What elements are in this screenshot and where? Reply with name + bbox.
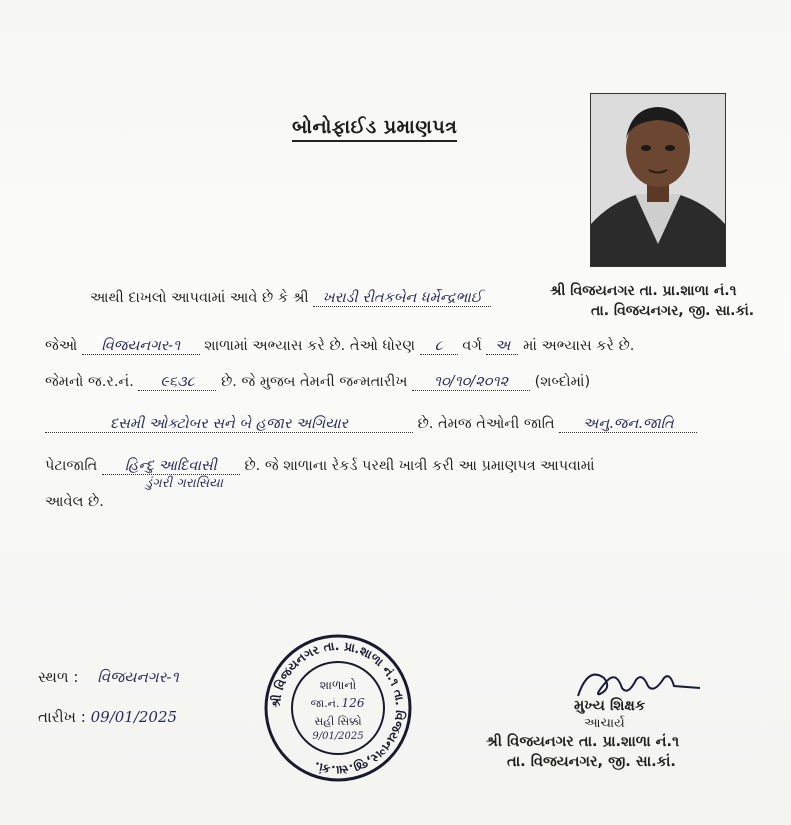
seal-inner-number: 126 [341, 696, 365, 710]
body-line-6: આવેલ છે. [45, 494, 104, 510]
date-label: તારીખ : [38, 708, 86, 726]
student-name-field: ખરાડી રીતકબેન ધર્મેન્દ્રભાઈ [313, 290, 491, 307]
signature-school-address: તા. વિજયનગર, જી. સા.કાં. [507, 754, 676, 770]
line4-middle: છે. તેમજ તેઓની જાતિ [417, 416, 555, 432]
seal-graphic [263, 633, 413, 783]
seal-ring-text: શ્રી વિજયનગર તા. પ્રા.શાળા નં.૧ તા. વિજયનગર,જી.સા.કાં. [268, 638, 408, 778]
student-photo-image [591, 94, 725, 266]
standard-field: ૮ [420, 338, 458, 355]
body-line-2 [45, 338, 634, 355]
register-label: જેમનો જ.ર.નં. [45, 374, 134, 390]
school-stamp-line-2: તા. વિજયનગર, જી. સા.કાં. [591, 303, 755, 319]
school-seal [263, 633, 413, 783]
line3-middle: છે. જે મુજબ તેમની જન્મતારીખ [221, 374, 408, 390]
words-label: (શબ્દોમાં) [534, 374, 591, 390]
seal-inner-line-1: શાળાનો [319, 678, 357, 692]
place-value: વિજયનગર-૧ [97, 668, 179, 686]
intro-text: આથી દાખલો આપવામાં આવે છે કે શ્રી [90, 290, 309, 306]
line2-prefix: જેઓ [45, 338, 78, 354]
body-line-5 [45, 458, 595, 475]
school-name-field: વિજયનગર-૧ [82, 338, 200, 355]
school-stamp-line-1: શ્રી વિજયનગર તા. પ્રા.શાળા નં.૧ [550, 283, 737, 299]
signature-title-2: આચાર્ય [584, 716, 625, 731]
birth-date-words-field: દસમી ઓક્ટોબર સને બે હજાર અગિયાર [45, 416, 413, 433]
seal-inner-line-2: જા.નં. [310, 697, 340, 710]
line2-suffix: માં અભ્યાસ કરે છે. [523, 338, 635, 354]
student-photo [590, 93, 726, 267]
date-row [38, 708, 177, 726]
division-field: અ [486, 338, 518, 355]
sub-caste-field: હિન્દુ આદિવાસી [102, 458, 240, 475]
sub-caste-label: પેટાજાતિ [45, 458, 98, 474]
line2-class-label: વર્ગ [462, 338, 482, 354]
signature-title: મુખ્ય શિક્ષક [574, 698, 646, 714]
signature-school-name: શ્રી વિજયનગર તા. પ્રા.શાળા નં.૧ [486, 734, 680, 750]
line5-suffix: છે. જે શાળાના રેકર્ડ પરથી ખાત્રી કરી આ પ્રમાણપત્ર આપવામાં [244, 458, 595, 474]
body-line-4 [45, 416, 697, 433]
caste-field: અનુ.જન.જાતિ [559, 416, 697, 433]
body-line-3 [45, 374, 590, 391]
seal-inner-line-3: સહી સિક્કો [314, 715, 362, 728]
birth-date-field: ૧૦/૧૦/૨૦૧૨ [412, 374, 530, 391]
date-value: 09/01/2025 [90, 708, 178, 726]
body-line-1 [90, 290, 491, 307]
line2-middle: શાળામાં અભ્યાસ કરે છે. તેઓ ધોરણ [204, 338, 416, 354]
sub-caste-extra: ડુંગરી ગરાસિયા [145, 476, 223, 491]
place-row [38, 668, 179, 686]
place-label: સ્થળ : [38, 668, 79, 686]
register-number-field: ૯૬૩૮ [138, 374, 216, 391]
certificate-title: બોનોફાઈડ પ્રમાણપત્ર [292, 116, 457, 142]
seal-inner-date: 9/01/2025 [312, 731, 364, 742]
